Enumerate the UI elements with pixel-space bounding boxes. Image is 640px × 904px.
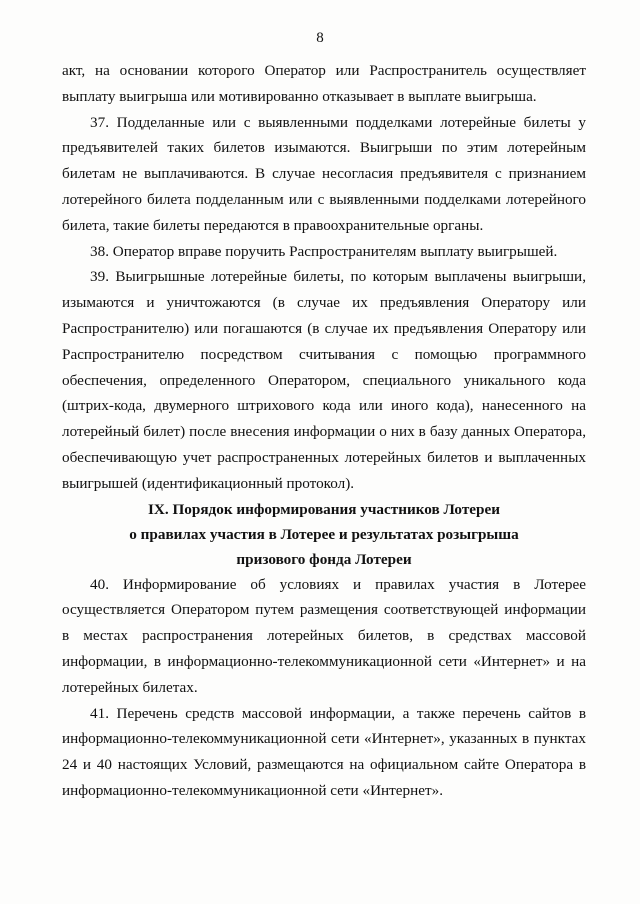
section-heading <box>62 497 586 572</box>
section-heading-line-3: призового фонда Лотереи <box>236 550 412 568</box>
paragraph-41: 41. Перечень средств массовой информации, а также перечень сайтов в информационно-телекоммуникационной сети «Интернет», указанных в пунктах 24 и 40 настоящих Условий, размещаются на официальном сайте Оператора в информационно-телекоммуникационной сети «Интернет». <box>62 704 586 799</box>
paragraph-continuation: акт, на основании которого Оператор или Распространитель осуществляет выплату выигрыша или мотивированно отказывает в выплате выигрыша. <box>62 62 586 105</box>
section-heading-line-2: о правилах участия в Лотерее и результатах розыгрыша <box>129 525 519 543</box>
document-body <box>62 58 586 804</box>
paragraph-37: 37. Подделанные или с выявленными подделками лотерейные билеты у предъявителей таких билетов изымаются. Выигрыши по этим лотерейным билетам не выплачиваются. В случае несогласия предъявителя с признанием лотерейного билета подделанным или с выявленными подделками лотерейного билета, такие билеты передаются в правоохранительные органы. <box>62 113 586 234</box>
section-heading-line-1: IX. Порядок информирования участников Лотереи <box>148 500 500 518</box>
paragraph-39: 39. Выигрышные лотерейные билеты, по которым выплачены выигрыши, изымаются и уничтожаются (в случае их предъявления Оператору или Распространителю) или погашаются (в случае их предъявления Оператору или Распространителю посредством считывания с помощью программного обеспечения, определенного Оператором, специального уникального кода (штрих-кода, двумерного штрихового кода или иного кода), нанесенного на лотерейный билет) после внесения информации о них в базу данных Оператора, обеспечивающую учет распространенных лотерейных билетов и выплаченных выигрышей (идентификационный протокол). <box>62 268 586 492</box>
paragraph-40: 40. Информирование об условиях и правилах участия в Лотерее осуществляется Оператором путем размещения соответствующей информации в местах распространения лотерейных билетов, в средствах массовой информации, в информационно-телекоммуникационной сети «Интернет» и на лотерейных билетах. <box>62 575 586 696</box>
page-number: 8 <box>316 30 324 46</box>
paragraph-38: 38. Оператор вправе поручить Распространителям выплату выигрышей. <box>90 242 558 260</box>
